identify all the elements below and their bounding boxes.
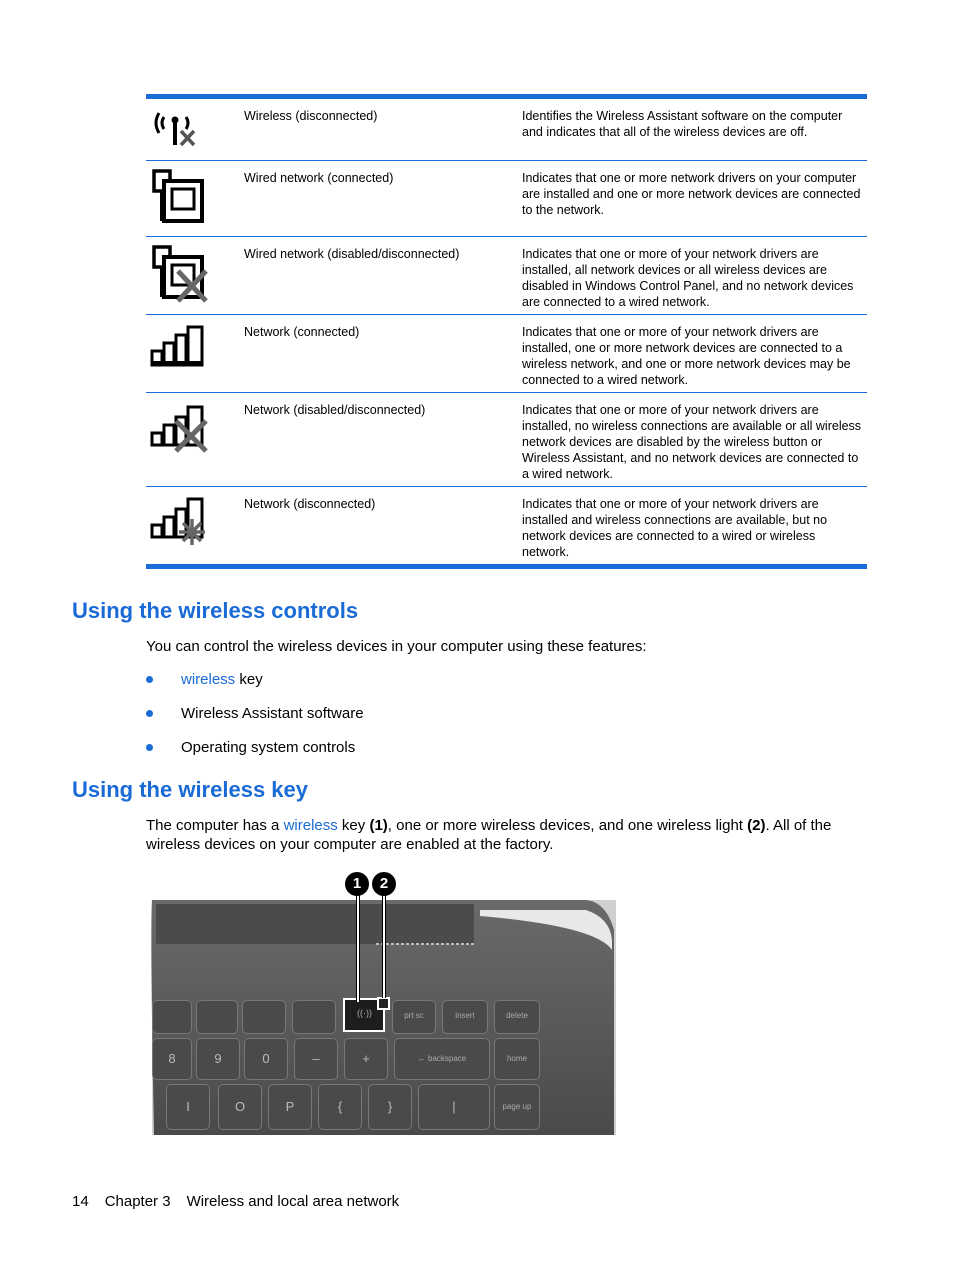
key-i: I: [166, 1084, 210, 1130]
paragraph-text: key: [337, 817, 370, 834]
key-9: 9: [196, 1038, 240, 1080]
network-disconnected-icon: [146, 487, 238, 564]
key-plus: +: [344, 1038, 388, 1080]
row-name: Network (disabled/disconnected): [244, 403, 426, 417]
row-name: Network (disconnected): [244, 497, 376, 511]
wireless-light: [377, 997, 390, 1010]
wireless-key-paragraph: [146, 816, 870, 854]
wired-network-disabled-icon: [146, 237, 238, 314]
callout-badge-1: 1: [345, 872, 369, 896]
feature-list: [146, 670, 364, 772]
paragraph-text: The computer has a: [146, 817, 284, 834]
chapter-label: Chapter 3: [104, 1193, 171, 1210]
bullet-icon: [146, 710, 153, 717]
key-p: P: [268, 1084, 312, 1130]
callout-line-1: [356, 894, 360, 1002]
callout-badge-2: 2: [372, 872, 396, 896]
list-item: [146, 670, 364, 704]
list-item: [146, 738, 364, 772]
key-8: 8: [152, 1038, 192, 1080]
callout-line-2: [382, 894, 386, 998]
list-item: [146, 704, 364, 738]
row-description: Indicates that one or more of your network drivers are installed, all network devices or all wireless devices are disabled in Windows Control Panel, and no network devices are connected to a wired network.: [522, 247, 854, 309]
wireless-link[interactable]: wireless: [181, 671, 236, 688]
bullet-icon: [146, 744, 153, 751]
key: [196, 1000, 238, 1034]
chapter-title: Wireless and local area network: [186, 1193, 400, 1210]
callout-ref-2: (2): [747, 817, 766, 834]
row-name: Wireless (disconnected): [244, 109, 378, 123]
row-description: Indicates that one or more of your network drivers are installed, one or more network devices are connected to a wireless network, and one or more network devices may be connected to a wired network.: [522, 325, 851, 387]
row-description: Indicates that one or more of your network drivers are installed, no wireless connections are available or all wireless network devices are disabled by the wireless button or Wireless Assistant, and no network devices are connected to a wired network.: [522, 403, 862, 481]
wireless-key-glyph: ((·)): [357, 1008, 372, 1018]
row-description: Indicates that one or more network drivers on your computer are installed and one or more network devices are connected to the network.: [522, 171, 861, 217]
list-item-text: Wireless Assistant software: [181, 705, 364, 722]
key: [152, 1000, 192, 1034]
wireless-link[interactable]: wireless: [283, 817, 338, 834]
table-row: [146, 236, 867, 314]
section-heading-wireless-key: Using the wireless key: [72, 777, 308, 802]
bullet-icon: [146, 676, 153, 683]
network-disabled-icon: [146, 393, 238, 486]
row-name: Network (connected): [244, 325, 360, 339]
key-minus: –: [294, 1038, 338, 1080]
table-row: [146, 314, 867, 392]
row-description: Indicates that one or more of your network drivers are installed and wireless connections are available, but no network devices are connected to a wired or wireless network.: [522, 497, 828, 559]
page-footer: [72, 1193, 415, 1210]
row-description: Identifies the Wireless Assistant software on the computer and indicates that all of the wireless devices are off.: [522, 109, 843, 139]
row-name: Wired network (disabled/disconnected): [244, 247, 460, 261]
list-item-text: Operating system controls: [181, 739, 356, 756]
key-left-brace: {: [318, 1084, 362, 1130]
key-delete: delete: [494, 1000, 540, 1034]
paragraph-text: , one or more wireless devices, and one wireless light: [387, 817, 748, 834]
section-heading-wireless-controls: Using the wireless controls: [72, 598, 359, 623]
table-row: [146, 99, 867, 160]
network-connected-icon: [146, 315, 238, 392]
key-right-brace: }: [368, 1084, 412, 1130]
wireless-disconnected-icon: [146, 99, 238, 160]
key-o: O: [218, 1084, 262, 1130]
key-pipe: |: [418, 1084, 490, 1130]
key-0: 0: [244, 1038, 288, 1080]
key-prt-sc: prt sc: [392, 1000, 436, 1034]
intro-paragraph: You can control the wireless devices in your computer using these features:: [146, 638, 647, 655]
icon-table: [146, 94, 867, 569]
callout-ref-1: (1): [369, 817, 388, 834]
table-row: [146, 160, 867, 236]
page-number: 14: [72, 1193, 89, 1210]
key-backspace: ← backspace: [394, 1038, 490, 1080]
key-page-up: page up: [494, 1084, 540, 1130]
row-name: Wired network (connected): [244, 171, 394, 185]
key-insert: insert: [442, 1000, 488, 1034]
key-home: home: [494, 1038, 540, 1080]
list-item-text: key: [235, 671, 263, 688]
table-row: [146, 392, 867, 486]
table-row: [146, 486, 867, 564]
keyboard-photo: [146, 870, 616, 1140]
paragraph-text: . All of the wireless devices on your computer are enabled at the factory.: [146, 817, 832, 853]
key: [292, 1000, 336, 1034]
wired-network-connected-icon: [146, 161, 238, 236]
key: [242, 1000, 286, 1034]
